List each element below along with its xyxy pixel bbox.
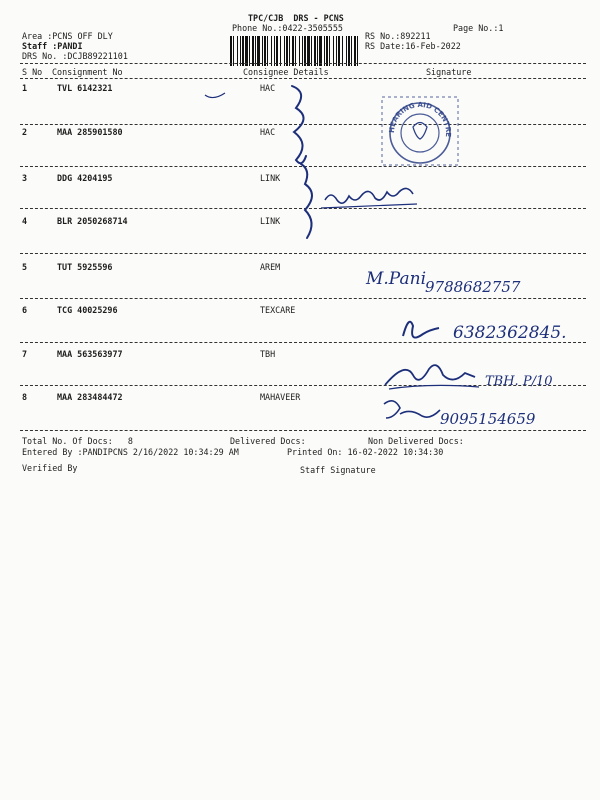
row-sno: 5	[22, 262, 28, 272]
row-consignee: AREM	[260, 262, 281, 272]
column-header-consignment: Consignment No	[52, 67, 123, 77]
row-consignment: MAA 285901580	[57, 127, 123, 137]
tick-mark	[200, 85, 260, 115]
divider	[20, 63, 586, 64]
non-delivered-docs: Non Delivered Docs:	[368, 436, 464, 446]
row-consignment: MAA 563563977	[57, 349, 123, 359]
row-consignment: DDG 4204195	[57, 173, 113, 183]
row-consignee: TEXCARE	[260, 305, 296, 315]
page-number: Page No.:1	[453, 23, 504, 33]
entered-by: Entered By :PANDIPCNS 2/16/2022 10:34:29 AM	[22, 447, 239, 457]
signature-row5-phone: 9788682757	[425, 278, 521, 296]
row-consignment: TVL 6142321	[57, 83, 113, 93]
svg-text:HEARING AID CENTRE	[388, 101, 452, 138]
signature-row5	[360, 262, 560, 302]
row-sno: 4	[22, 216, 28, 226]
row-consignment: BLR 2050268714	[57, 216, 128, 226]
row-consignee: HAC	[260, 83, 276, 93]
row-sno: 8	[22, 392, 28, 402]
delivered-docs: Delivered Docs:	[230, 436, 306, 446]
row-divider	[20, 253, 586, 254]
stamp-text: HEARING AID CENTRE	[387, 100, 453, 138]
total-docs: Total No. Of Docs: 8	[22, 436, 133, 446]
signature-link	[285, 158, 445, 248]
hearing-aid-centre-stamp	[380, 95, 460, 167]
row-consignment: TCG 40025296	[57, 305, 118, 315]
row-consignee: LINK	[260, 173, 281, 183]
row-sno: 1	[22, 83, 28, 93]
printed-on: Printed On: 16-02-2022 10:34:30	[287, 447, 444, 457]
column-header-sno: S No	[22, 67, 43, 77]
area-label: Area :PCNS OFF DLY	[22, 31, 113, 41]
staff-label: Staff :PANDI	[22, 41, 83, 51]
rs-date: RS Date:16-Feb-2022	[365, 41, 461, 51]
row-sno: 7	[22, 349, 28, 359]
column-header-signature: Signature	[426, 67, 472, 77]
drs-number: DRS No. :DCJB89221101	[22, 51, 128, 61]
signature-row8-phone: 9095154659	[440, 410, 536, 428]
staff-signature: Staff Signature	[300, 465, 376, 475]
row-sno: 2	[22, 127, 28, 137]
verified-by: Verified By	[22, 463, 78, 473]
signature-row8	[378, 392, 568, 440]
signature-row6	[395, 308, 575, 350]
rs-number: RS No.:892211	[365, 31, 431, 41]
signature-row6-phone: 6382362845.	[453, 323, 567, 343]
row-consignment: TUT 5925596	[57, 262, 113, 272]
report-title: TPC/CJB DRS - PCNS	[248, 13, 344, 23]
signature-row5-name: M.Pani	[366, 269, 427, 289]
divider	[20, 78, 586, 79]
row-consignment: MAA 283484472	[57, 392, 123, 402]
row-sno: 6	[22, 305, 28, 315]
row-consignee: MAHAVEER	[260, 392, 301, 402]
column-header-consignee: Consignee Details	[243, 67, 329, 77]
signature-row7-note: TBH. P/10	[485, 374, 553, 389]
phone-number: Phone No.:0422-3505555	[232, 23, 343, 33]
row-sno: 3	[22, 173, 28, 183]
row-consignee: TBH	[260, 349, 276, 359]
row-consignee: HAC	[260, 127, 276, 137]
row-consignee: LINK	[260, 216, 281, 226]
barcode-image	[230, 36, 358, 66]
